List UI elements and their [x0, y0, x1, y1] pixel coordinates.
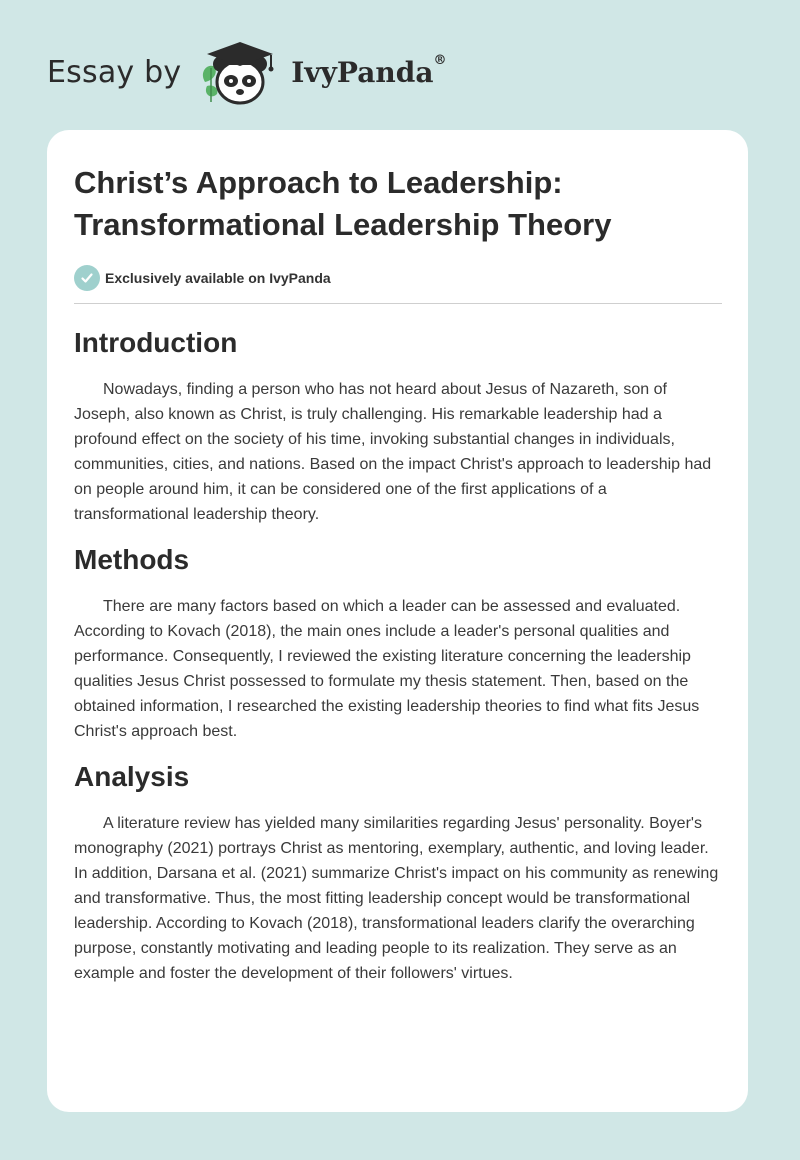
divider [74, 303, 722, 304]
section-paragraph-introduction: Nowadays, finding a person who has not heard about Jesus of Nazareth, son of Joseph, also known as Christ, is truly challenging. His remarkable leadership had a profound effect on the society of his time, invoking substantial changes in individuals, communities, cities, and nations. Based on the impact Christ's approach to leadership had on people around him, it can be considered one of the first applications of a transformational leadership theory. [74, 381, 712, 523]
section-paragraph-methods: There are many factors based on which a leader can be assessed and evaluated. According to Kovach (2018), the main ones include a leader's personal qualities and performance. Consequently, I reviewed the existing literature concerning the leadership qualities Jesus Christ possessed to formulate my thesis statement. Then, based on the obtained information, I researched the existing leadership theories to find what fits Jesus Christ's approach best. [74, 598, 700, 740]
site-header [47, 36, 446, 108]
section-heading-introduction: Introduction [74, 327, 238, 358]
brand-name: IvyPanda® [291, 52, 447, 89]
page-title: Christ’s Approach to Leadership: Transformational Leadership Theory [74, 165, 612, 242]
exclusive-text: Exclusively available on IvyPanda [105, 270, 331, 286]
essay-card [47, 130, 748, 1112]
section-heading-analysis: Analysis [74, 761, 190, 792]
section-heading-methods: Methods [74, 544, 190, 575]
check-icon [74, 265, 100, 291]
essay-by-label: Essay by [47, 54, 182, 90]
section-paragraph-analysis: A literature review has yielded many similarities regarding Jesus' personality. Boyer's monography (2021) portrays Christ as mentoring, exemplary, authentic, and loving leader. In addition, Darsana et al. (2021) summarize Christ's impact on his community as renewing and transformative. Thus, the most fitting leadership concept would be transformational leadership. According to Kovach (2018), transformational leaders clarify the overarching purpose, constantly motivating and leading people to its realization. They serve as an example and foster the development of their followers' virtues. [74, 815, 719, 982]
essay-content [74, 162, 722, 986]
exclusive-badge [74, 264, 722, 292]
panda-graduation-cap-icon [197, 36, 283, 108]
